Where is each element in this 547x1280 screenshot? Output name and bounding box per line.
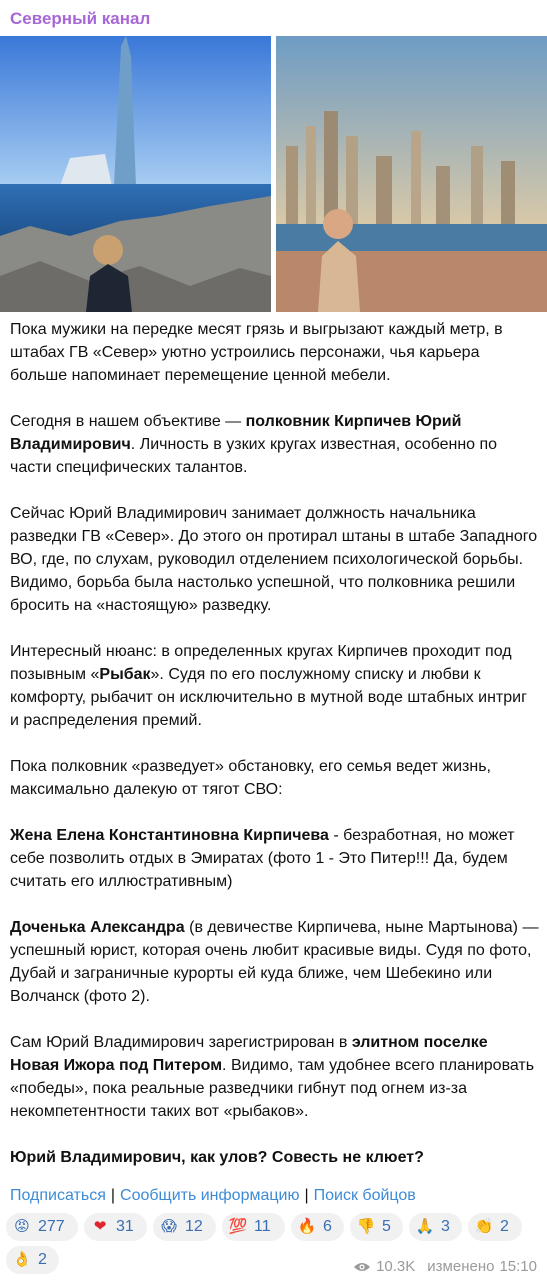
reaction-count: 11 <box>254 1218 271 1235</box>
views-count: 10.3K <box>376 1258 416 1275</box>
ok-hand-icon: 👌 <box>12 1251 32 1268</box>
fire-icon: 🔥 <box>297 1218 317 1235</box>
post-text <box>10 318 540 1192</box>
photo-1-image <box>0 36 271 312</box>
text-run: (в девичестве Кирпичева, ныне Мартынова) — успешный юрист, которая очень любит красивые виды. Судя по фото, Дубай и заграничные курорты ей куда ближе, чем Шебекино или Волчанск (фото 2). <box>10 919 539 1005</box>
reaction-screaming[interactable] <box>153 1213 216 1241</box>
bold-text: Юрий Владимирович, как улов? Совесть не клюет? <box>10 1149 424 1166</box>
channel-name[interactable]: Северный канал <box>10 9 151 28</box>
post-paragraph <box>10 1031 540 1123</box>
report-info-link[interactable]: Сообщить информацию <box>120 1187 300 1204</box>
link-separator: | <box>304 1187 309 1204</box>
text-run: Сам Юрий Владимирович зарегистрирован в <box>10 1034 352 1051</box>
reaction-thumbs-down[interactable] <box>350 1213 403 1241</box>
photo-2[interactable] <box>276 36 547 312</box>
reaction-count: 31 <box>116 1218 134 1235</box>
reaction-count: 2 <box>500 1218 509 1235</box>
post-links <box>10 1184 416 1207</box>
text-run: . Личность в узких кругах известная, особенно по части специфических талантов. <box>10 436 498 476</box>
reaction-fire[interactable] <box>291 1213 344 1241</box>
text-run: Пока мужики на передке месят грязь и выгрызают каждый метр, в штабах ГВ «Север» уютно устроились персонажи, чья карьера больше напоминает перемещение ценной мебели. <box>10 321 503 384</box>
heart-icon: ❤ <box>93 1218 107 1235</box>
reaction-heart[interactable] <box>84 1213 147 1241</box>
reaction-count: 12 <box>185 1218 203 1235</box>
text-run: - безработная, но может себе позволить отдых в Эмиратах (фото 1 - Это Питер!!! Да, будем считать его иллюстративным) <box>10 827 515 890</box>
reaction-count: 6 <box>323 1218 332 1235</box>
post-paragraph <box>10 824 540 893</box>
edited-label: изменено <box>427 1258 495 1275</box>
angry-face-icon: 😡 <box>14 1218 30 1235</box>
folded-hands-icon: 🙏 <box>415 1218 435 1235</box>
reaction-hundred[interactable] <box>222 1213 285 1241</box>
post-paragraph <box>10 410 540 479</box>
photo-album[interactable] <box>0 36 547 312</box>
bold-text: полковник Кирпичев Юрий Владимирович <box>10 413 462 453</box>
bold-text: Доченька Александра <box>10 919 185 936</box>
reaction-ok-hand[interactable] <box>6 1246 59 1274</box>
reaction-angry[interactable] <box>6 1213 78 1241</box>
text-run: ». Судя по его послужному списку и любви к комфорту, рыбачит он исключительно в мутной воде штабных интриг и распределения премий. <box>10 666 527 729</box>
bold-text: элитном поселке Новая Ижора под Питером <box>10 1034 488 1074</box>
text-run: Интересный нюанс: в определенных кругах Кирпичев проходит под позывным « <box>10 643 512 683</box>
link-separator: | <box>110 1187 116 1204</box>
thumbs-down-icon: 👎 <box>356 1218 376 1235</box>
photo-2-image <box>276 36 547 312</box>
post-paragraph <box>10 916 540 1008</box>
post-meta <box>353 1258 537 1275</box>
post-paragraph <box>10 755 540 801</box>
reaction-count: 5 <box>382 1218 391 1235</box>
text-run: . Видимо, там удобнее всего планировать «победы», пока реальные разведчики гибнут под огнем из-за некомпетентности таких вот «рыбаков». <box>10 1057 535 1120</box>
search-fighters-link[interactable]: Поиск бойцов <box>313 1187 416 1204</box>
bold-text: Жена Елена Константиновна Кирпичева <box>10 827 329 844</box>
reaction-count: 277 <box>38 1218 65 1235</box>
reaction-clapping[interactable] <box>468 1213 522 1241</box>
post-paragraph <box>10 1146 540 1169</box>
clapping-hands-icon: 👏 <box>474 1218 494 1235</box>
post-paragraph <box>10 640 540 732</box>
text-run: Сегодня в нашем объективе — <box>10 413 246 430</box>
post-time: 15:10 <box>499 1258 537 1275</box>
bold-text: Рыбак <box>99 666 151 683</box>
hundred-points-icon: 💯 <box>228 1218 248 1235</box>
subscribe-link[interactable]: Подписаться <box>10 1187 106 1204</box>
photo-1[interactable] <box>0 36 271 312</box>
eye-icon <box>353 1261 371 1273</box>
post-paragraph <box>10 318 540 387</box>
text-run: Сейчас Юрий Владимирович занимает должность начальника разведки ГВ «Север». До этого он протирал штаны в штабе Западного ВО, где, по слухам, руководил отделением психологической борьбы. Видимо, борьба была настолько успешной, что полковника решили бросить на «настоящую» разведку. <box>10 505 538 614</box>
reaction-folded-hands[interactable] <box>409 1213 462 1241</box>
text-run: Пока полковник «разведует» обстановку, его семья ведет жизнь, максимально далекую от тягот СВО: <box>10 758 491 798</box>
reaction-count: 2 <box>38 1251 47 1268</box>
screaming-face-icon: 😱 <box>161 1218 177 1235</box>
reaction-count: 3 <box>441 1218 450 1235</box>
post-paragraph <box>10 502 540 617</box>
